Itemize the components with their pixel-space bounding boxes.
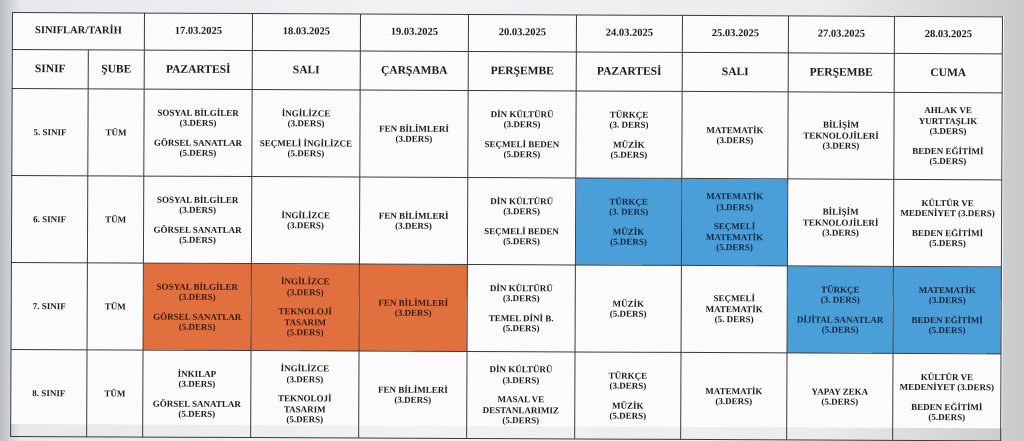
exam-subject: SEÇMELİ <box>713 221 756 232</box>
exam-gap <box>896 218 999 227</box>
exam-subject: İNGİLİZCE <box>281 107 331 118</box>
exam-subject: SEÇMELİ BEDEN <box>484 138 560 149</box>
exam-subject: BEDEN EĞİTİMİ <box>912 145 984 156</box>
exam-cell <box>143 350 251 437</box>
exam-subject: İNGİLİZCE <box>280 363 330 374</box>
exam-detail: (5.DERS) <box>286 327 324 338</box>
exam-subject: MÜZİK <box>612 226 645 237</box>
exam-cell <box>251 351 359 438</box>
day-header: PERŞEMBE <box>788 53 894 92</box>
date-header: 20.03.2025 <box>468 14 576 51</box>
exam-cell <box>893 179 1001 266</box>
date-header: 19.03.2025 <box>360 14 468 51</box>
exam-subject: GÖRSEL SANATLAR <box>153 311 242 322</box>
exam-subject: MATEMATİK <box>706 124 764 135</box>
exam-subject: BİLİŞİM <box>822 119 860 130</box>
exam-subject: YAPAY ZEKA <box>811 385 869 397</box>
exam-detail: (3.DERS) <box>503 119 541 130</box>
exam-detail: (5. DERS) <box>714 314 754 325</box>
exam-detail: (5.DERS) <box>179 234 216 245</box>
exam-subject: GÖRSEL SANATLAR <box>153 137 243 148</box>
class-row <box>12 89 1002 180</box>
exam-cell <box>359 177 467 264</box>
sube-column-header: ŞUBE <box>88 50 144 89</box>
exam-detail: (3. DERS) <box>609 119 649 130</box>
exam-cell <box>893 353 1001 440</box>
exam-detail: (3.DERS) <box>502 293 540 304</box>
exam-cell <box>359 264 467 351</box>
exam-detail: (3.DERS) <box>503 206 541 217</box>
exam-detail: TEKNOLOJİLERİ <box>802 217 879 228</box>
exam-cell <box>575 352 681 439</box>
exam-gap <box>790 305 891 314</box>
exam-subject: MATEMATİK <box>706 191 764 202</box>
exam-schedule-table <box>10 12 1003 441</box>
exam-subject: BİLİŞİM <box>822 206 859 217</box>
exam-gap <box>145 389 248 398</box>
exam-detail: (3.DERS) <box>179 117 217 128</box>
exam-cell <box>681 178 787 265</box>
date-header: 24.03.2025 <box>576 15 682 52</box>
exam-subject: BEDEN EĞİTİMİ <box>911 401 983 412</box>
exam-detail: (3.DERS) <box>822 227 859 238</box>
exam-cell <box>787 353 893 440</box>
date-header-row <box>12 13 1002 54</box>
exam-gap <box>254 297 357 306</box>
exam-detail: (3.DERS) <box>716 135 754 146</box>
class-name-cell: 8. SINIF <box>11 349 87 436</box>
exam-subject: MASAL VE <box>497 394 545 405</box>
day-header: SALI <box>682 52 788 91</box>
exam-gap <box>470 217 573 226</box>
class-name-cell: 6. SINIF <box>11 176 87 263</box>
exam-detail: (5.DERS) <box>178 408 216 419</box>
sube-cell: TÜM <box>87 263 143 350</box>
exam-subject: TEMEL DİNİ B. <box>488 312 554 323</box>
exam-gap <box>146 215 249 224</box>
exam-detail: MATEMATİK <box>705 303 763 315</box>
class-row <box>11 262 1001 353</box>
exam-detail: (3.DERS) <box>929 126 967 137</box>
exam-detail: (5.DERS) <box>503 149 541 160</box>
exam-cell <box>682 91 788 178</box>
exam-cell <box>144 89 252 176</box>
exam-detail: (3.DERS) <box>502 374 540 386</box>
exam-detail: (5.DERS) <box>502 415 540 426</box>
exam-cell <box>788 92 894 179</box>
exam-gap <box>896 137 999 146</box>
exam-detail: (5.DERS) <box>929 156 967 167</box>
exam-subject: FEN BİLİMLERİ <box>377 384 448 395</box>
exam-detail: (3.DERS) <box>394 307 432 318</box>
exam-detail: (3.DERS) <box>716 201 754 212</box>
exam-cell <box>893 266 1001 353</box>
exam-cell <box>575 265 681 352</box>
class-name-cell: 5. SINIF <box>12 89 88 176</box>
day-header: SALI <box>252 51 360 90</box>
exam-cell <box>894 92 1002 179</box>
exam-gap <box>146 302 249 311</box>
exam-detail: YURTTAŞLIK <box>918 115 978 126</box>
exam-detail: (3.DERS) <box>178 378 216 389</box>
exam-cell <box>681 265 787 352</box>
exam-detail: (5.DERS) <box>716 242 753 253</box>
exam-subject: DİN KÜLTÜRÜ <box>489 282 553 293</box>
date-header: 25.03.2025 <box>682 15 788 52</box>
exam-cell <box>359 351 467 438</box>
exam-detail: (3.DERS) <box>286 286 324 298</box>
exam-detail: TEKNOLOJİLERİ <box>803 130 879 141</box>
exam-subject: FEN BİLİMLERİ <box>379 123 449 134</box>
exam-detail: (3.DERS) <box>609 380 647 391</box>
exam-gap <box>254 129 357 138</box>
exam-cell <box>467 264 575 351</box>
sube-cell: TÜM <box>87 350 143 437</box>
exam-detail: (5.DERS) <box>179 147 217 158</box>
exam-gap <box>895 392 998 401</box>
exam-cell <box>143 263 251 350</box>
exam-detail: (3.DERS) <box>928 295 966 306</box>
day-header: PAZARTESİ <box>576 52 682 91</box>
exam-detail: (3.DERS) <box>287 220 324 231</box>
exam-detail: (3.DERS) <box>178 291 216 302</box>
exam-subject: MATEMATİK <box>705 385 763 396</box>
exam-detail: (3. DERS) <box>609 206 649 217</box>
exam-detail: (3.DERS) <box>715 396 753 407</box>
exam-cell <box>360 90 468 177</box>
exam-cell <box>468 90 576 177</box>
exam-subject: SOSYAL BİLGİLER <box>156 194 239 205</box>
exam-subject: TÜRKÇE <box>608 370 648 381</box>
exam-gap <box>577 391 678 400</box>
exam-detail: (5.DERS) <box>610 236 647 247</box>
date-header: 28.03.2025 <box>894 16 1002 53</box>
exam-subject: MÜZİK <box>612 298 645 309</box>
exam-subject: KÜLTÜR VE <box>921 197 974 208</box>
exam-gap <box>253 384 356 393</box>
exam-subject: KÜLTÜR VE <box>920 371 974 382</box>
exam-subject: MÜZİK <box>613 139 645 150</box>
exam-cell <box>252 90 360 177</box>
corner-header: SINIFLAR/TARİH <box>12 13 144 51</box>
exam-detail: (5.DERS) <box>609 308 647 319</box>
exam-subject: BEDEN EĞİTİMİ <box>911 314 983 325</box>
exam-detail: MEDENİYET (3.DERS) <box>899 381 995 393</box>
exam-subject: SOSYAL BİLGİLER <box>157 107 239 118</box>
exam-detail: (5.DERS) <box>286 414 324 425</box>
exam-subject: TEKNOLOJİ <box>278 393 332 404</box>
exam-detail: (5.DERS) <box>503 236 540 247</box>
exam-detail: (5.DERS) <box>928 412 966 423</box>
exam-detail: (5.DERS) <box>610 149 648 160</box>
exam-detail: (5.DERS) <box>609 410 647 421</box>
sube-cell: TÜM <box>87 176 143 263</box>
exam-subject: İNGİLİZCE <box>281 209 330 220</box>
day-header-row <box>12 50 1002 93</box>
exam-gap <box>684 212 785 221</box>
exam-cell <box>787 266 893 353</box>
exam-subject: AHLAK VE <box>924 105 972 116</box>
exam-cell <box>575 178 681 265</box>
day-header: CUMA <box>894 53 1002 92</box>
exam-subject: DİJİTAL SANATLAR <box>796 313 884 325</box>
exam-gap <box>578 130 679 139</box>
exam-subject: TÜRKÇE <box>821 284 860 295</box>
exam-detail: (5.DERS) <box>502 323 540 334</box>
exam-detail: (5.DERS) <box>928 325 966 336</box>
exam-subject: GÖRSEL SANATLAR <box>153 224 242 235</box>
exam-detail: (3.DERS) <box>395 220 432 231</box>
exam-detail: MEDENİYET (3.DERS) <box>900 207 995 219</box>
exam-cell <box>467 177 575 264</box>
class-row <box>11 349 1001 440</box>
exam-detail: (3.DERS) <box>395 133 433 144</box>
exam-detail: MATEMATİK <box>705 231 764 243</box>
exam-subject: DİN KÜLTÜRÜ <box>490 195 554 206</box>
exam-subject: BEDEN EĞİTİMİ <box>911 227 984 238</box>
exam-detail: (5.DERS) <box>929 238 966 249</box>
exam-gap <box>896 305 999 314</box>
exam-detail: (5.DERS) <box>287 148 325 159</box>
exam-detail: (5.DERS) <box>821 324 859 335</box>
exam-detail: (5.DERS) <box>821 396 859 407</box>
exam-cell <box>467 351 575 438</box>
class-name-cell: 7. SINIF <box>11 262 87 349</box>
exam-cell <box>576 91 682 178</box>
exam-subject: SEÇMELİ <box>713 293 756 304</box>
exam-detail: (3.DERS) <box>287 118 325 129</box>
exam-cell <box>681 352 787 439</box>
class-row <box>11 176 1001 267</box>
exam-cell <box>251 177 359 264</box>
exam-subject: MATEMATİK <box>918 284 976 295</box>
sinif-column-header: SINIF <box>12 50 88 89</box>
date-header: 18.03.2025 <box>252 14 360 51</box>
exam-detail: (5.DERS) <box>178 321 216 332</box>
exam-subject: TÜRKÇE <box>609 109 649 120</box>
exam-subject: SEÇMELİ BEDEN <box>484 225 559 236</box>
exam-gap <box>469 385 572 394</box>
exam-gap <box>470 130 573 139</box>
exam-subject: İNGİLİZCE <box>281 276 330 287</box>
exam-subject: SEÇMELİ İNGİLİZCE <box>259 137 353 148</box>
day-header: PAZARTESİ <box>144 50 252 89</box>
day-header: ÇARŞAMBA <box>360 51 468 90</box>
exam-detail: (3.DERS) <box>286 373 324 385</box>
date-header: 17.03.2025 <box>144 13 252 50</box>
exam-cell <box>251 264 359 351</box>
exam-detail: DESTANLARIMIZ <box>482 404 559 416</box>
exam-subject: İNKILAP <box>177 368 217 379</box>
exam-detail: (3. DERS) <box>820 294 860 305</box>
exam-subject: TÜRKÇE <box>609 196 648 207</box>
exam-cell <box>787 179 893 266</box>
exam-subject: FEN BİLİMLERİ <box>378 297 449 308</box>
exam-subject: DİN KÜLTÜRÜ <box>490 108 554 119</box>
exam-detail: (3.DERS) <box>394 394 432 405</box>
exam-subject: TEKNOLOJİ <box>278 306 332 317</box>
exam-detail: (3.DERS) <box>822 140 860 151</box>
exam-subject: SOSYAL BİLGİLER <box>156 281 239 292</box>
exam-subject: DİN KÜLTÜRÜ <box>489 364 553 375</box>
exam-detail: TASARIM <box>284 316 327 328</box>
day-header: PERŞEMBE <box>468 51 576 90</box>
date-header: 27.03.2025 <box>788 16 894 53</box>
exam-gap <box>470 304 573 313</box>
exam-gap <box>578 217 679 226</box>
exam-detail: (3.DERS) <box>179 204 217 215</box>
exam-subject: FEN BİLİMLERİ <box>378 210 449 221</box>
exam-schedule-sheet <box>10 12 1004 428</box>
exam-detail: TASARIM <box>283 403 326 415</box>
exam-subject: GÖRSEL SANATLAR <box>152 398 241 409</box>
sube-cell: TÜM <box>88 89 144 176</box>
exam-subject: MÜZİK <box>612 400 644 411</box>
exam-gap <box>146 128 249 137</box>
exam-cell <box>143 176 251 263</box>
